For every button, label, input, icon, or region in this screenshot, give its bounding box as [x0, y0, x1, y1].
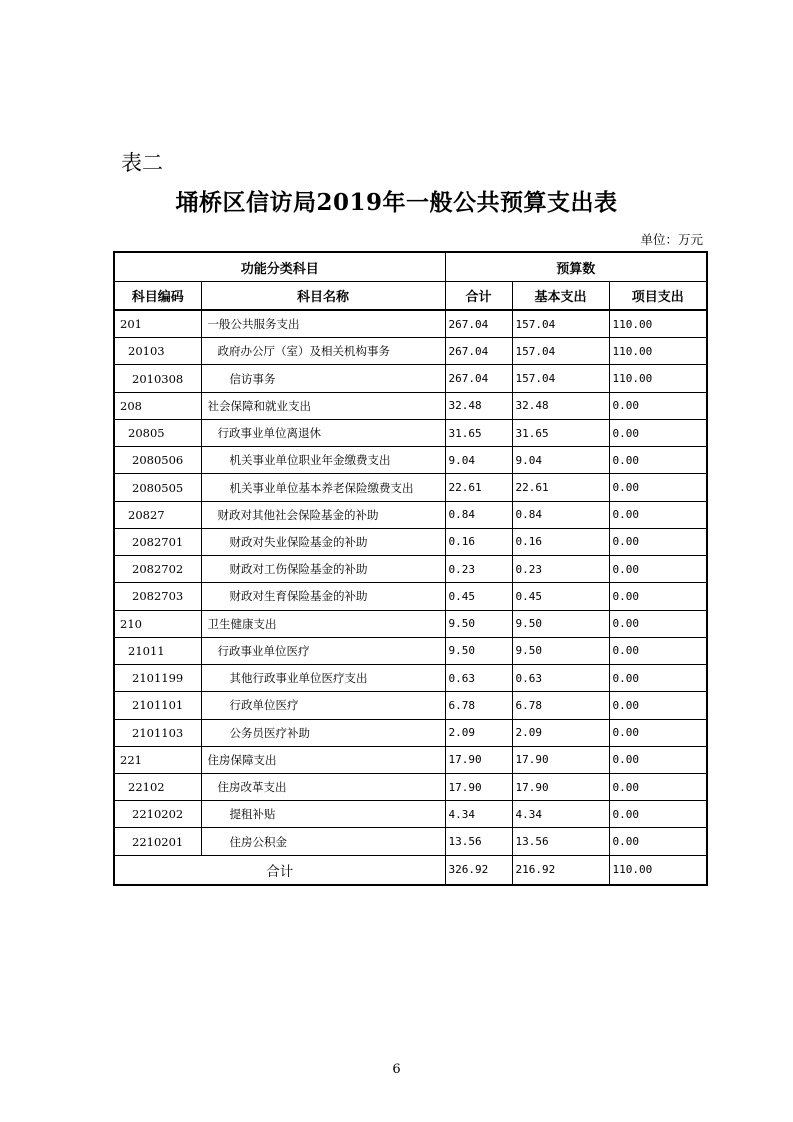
cell-total: 0.45 [445, 583, 512, 610]
cell-name: 财政对生育保险基金的补助 [201, 583, 445, 610]
cell-total: 6.78 [445, 692, 512, 719]
cell-project: 110.00 [609, 365, 707, 392]
cell-total: 267.04 [445, 310, 512, 338]
cell-name: 财政对其他社会保险基金的补助 [201, 501, 445, 528]
total-sum: 326.92 [445, 855, 512, 885]
cell-project: 0.00 [609, 773, 707, 800]
cell-basic: 4.34 [512, 801, 609, 828]
cell-basic: 17.90 [512, 746, 609, 773]
cell-basic: 17.90 [512, 773, 609, 800]
cell-code: 20805 [114, 419, 201, 446]
budget-table [113, 251, 708, 886]
header-row-columns [114, 282, 707, 311]
cell-code: 20103 [114, 338, 201, 365]
cell-name: 社会保障和就业支出 [201, 392, 445, 419]
cell-total: 13.56 [445, 828, 512, 855]
table-row [114, 610, 707, 637]
cell-total: 9.04 [445, 447, 512, 474]
cell-code: 2210202 [114, 801, 201, 828]
page-title: 埇桥区信访局2019年一般公共预算支出表 [175, 189, 618, 216]
cell-code: 21011 [114, 637, 201, 664]
cell-total: 0.84 [445, 501, 512, 528]
cell-code: 2101103 [114, 719, 201, 746]
cell-basic: 157.04 [512, 338, 609, 365]
table-row [114, 419, 707, 446]
cell-total: 2.09 [445, 719, 512, 746]
cell-name: 一般公共服务支出 [201, 310, 445, 338]
cell-total: 22.61 [445, 474, 512, 501]
cell-basic: 22.61 [512, 474, 609, 501]
cell-total: 267.04 [445, 365, 512, 392]
header-basic: 基本支出 [512, 282, 609, 311]
cell-basic: 0.23 [512, 556, 609, 583]
cell-code: 2082702 [114, 556, 201, 583]
cell-code: 210 [114, 610, 201, 637]
cell-code: 2082701 [114, 528, 201, 555]
table-row [114, 474, 707, 501]
cell-basic: 0.16 [512, 528, 609, 555]
cell-name: 行政事业单位离退休 [201, 419, 445, 446]
cell-name: 机关事业单位职业年金缴费支出 [201, 447, 445, 474]
cell-basic: 9.50 [512, 610, 609, 637]
table-row [114, 719, 707, 746]
cell-name: 住房公积金 [201, 828, 445, 855]
cell-name: 行政事业单位医疗 [201, 637, 445, 664]
total-basic: 216.92 [512, 855, 609, 885]
total-label: 合计 [114, 855, 445, 885]
table-row [114, 828, 707, 855]
cell-basic: 0.63 [512, 665, 609, 692]
total-project: 110.00 [609, 855, 707, 885]
table-tag: 表二 [121, 151, 163, 175]
header-function-group: 功能分类科目 [114, 252, 445, 282]
cell-total: 9.50 [445, 610, 512, 637]
cell-basic: 13.56 [512, 828, 609, 855]
cell-name: 卫生健康支出 [201, 610, 445, 637]
cell-project: 0.00 [609, 392, 707, 419]
table-row [114, 528, 707, 555]
cell-code: 201 [114, 310, 201, 338]
page-number: 6 [392, 1062, 401, 1077]
cell-basic: 157.04 [512, 365, 609, 392]
cell-code: 20827 [114, 501, 201, 528]
table-row [114, 365, 707, 392]
cell-basic: 32.48 [512, 392, 609, 419]
cell-project: 0.00 [609, 828, 707, 855]
cell-total: 0.23 [445, 556, 512, 583]
cell-name: 信访事务 [201, 365, 445, 392]
cell-basic: 157.04 [512, 310, 609, 338]
table-row [114, 392, 707, 419]
table-row [114, 637, 707, 664]
cell-basic: 6.78 [512, 692, 609, 719]
table-row [114, 583, 707, 610]
cell-project: 110.00 [609, 310, 707, 338]
unit-label: 单位：万元 [640, 232, 703, 247]
cell-total: 31.65 [445, 419, 512, 446]
cell-name: 公务员医疗补助 [201, 719, 445, 746]
cell-total: 32.48 [445, 392, 512, 419]
header-row-groups [114, 252, 707, 282]
cell-project: 0.00 [609, 665, 707, 692]
cell-code: 208 [114, 392, 201, 419]
table-row [114, 310, 707, 338]
table-row [114, 773, 707, 800]
cell-code: 2010308 [114, 365, 201, 392]
table-row [114, 801, 707, 828]
cell-code: 2101101 [114, 692, 201, 719]
cell-name: 政府办公厅（室）及相关机构事务 [201, 338, 445, 365]
cell-project: 0.00 [609, 610, 707, 637]
cell-basic: 9.50 [512, 637, 609, 664]
cell-name: 提租补贴 [201, 801, 445, 828]
table-row [114, 692, 707, 719]
cell-project: 0.00 [609, 801, 707, 828]
cell-project: 0.00 [609, 637, 707, 664]
cell-total: 17.90 [445, 746, 512, 773]
header-code: 科目编码 [114, 282, 201, 311]
cell-name: 财政对失业保险基金的补助 [201, 528, 445, 555]
cell-code: 2101199 [114, 665, 201, 692]
cell-project: 0.00 [609, 746, 707, 773]
header-project: 项目支出 [609, 282, 707, 311]
cell-code: 2210201 [114, 828, 201, 855]
cell-code: 22102 [114, 773, 201, 800]
cell-project: 0.00 [609, 447, 707, 474]
header-total: 合计 [445, 282, 512, 311]
table-row [114, 501, 707, 528]
cell-code: 221 [114, 746, 201, 773]
cell-basic: 9.04 [512, 447, 609, 474]
table-row [114, 556, 707, 583]
table-row [114, 447, 707, 474]
cell-project: 0.00 [609, 692, 707, 719]
cell-basic: 31.65 [512, 419, 609, 446]
cell-total: 0.16 [445, 528, 512, 555]
cell-total: 4.34 [445, 801, 512, 828]
cell-name: 住房改革支出 [201, 773, 445, 800]
table-row [114, 665, 707, 692]
header-name: 科目名称 [201, 282, 445, 311]
cell-total: 267.04 [445, 338, 512, 365]
cell-project: 110.00 [609, 338, 707, 365]
cell-name: 机关事业单位基本养老保险缴费支出 [201, 474, 445, 501]
cell-total: 9.50 [445, 637, 512, 664]
cell-basic: 0.84 [512, 501, 609, 528]
table-row [114, 746, 707, 773]
cell-project: 0.00 [609, 719, 707, 746]
cell-name: 住房保障支出 [201, 746, 445, 773]
cell-total: 0.63 [445, 665, 512, 692]
table-row [114, 338, 707, 365]
cell-code: 2080505 [114, 474, 201, 501]
cell-project: 0.00 [609, 556, 707, 583]
cell-name: 其他行政事业单位医疗支出 [201, 665, 445, 692]
cell-name: 财政对工伤保险基金的补助 [201, 556, 445, 583]
header-budget-group: 预算数 [445, 252, 707, 282]
cell-code: 2080506 [114, 447, 201, 474]
cell-code: 2082703 [114, 583, 201, 610]
cell-basic: 2.09 [512, 719, 609, 746]
cell-project: 0.00 [609, 528, 707, 555]
cell-total: 17.90 [445, 773, 512, 800]
cell-basic: 0.45 [512, 583, 609, 610]
cell-project: 0.00 [609, 501, 707, 528]
cell-project: 0.00 [609, 583, 707, 610]
cell-name: 行政单位医疗 [201, 692, 445, 719]
cell-project: 0.00 [609, 419, 707, 446]
cell-project: 0.00 [609, 474, 707, 501]
total-row [114, 855, 707, 885]
